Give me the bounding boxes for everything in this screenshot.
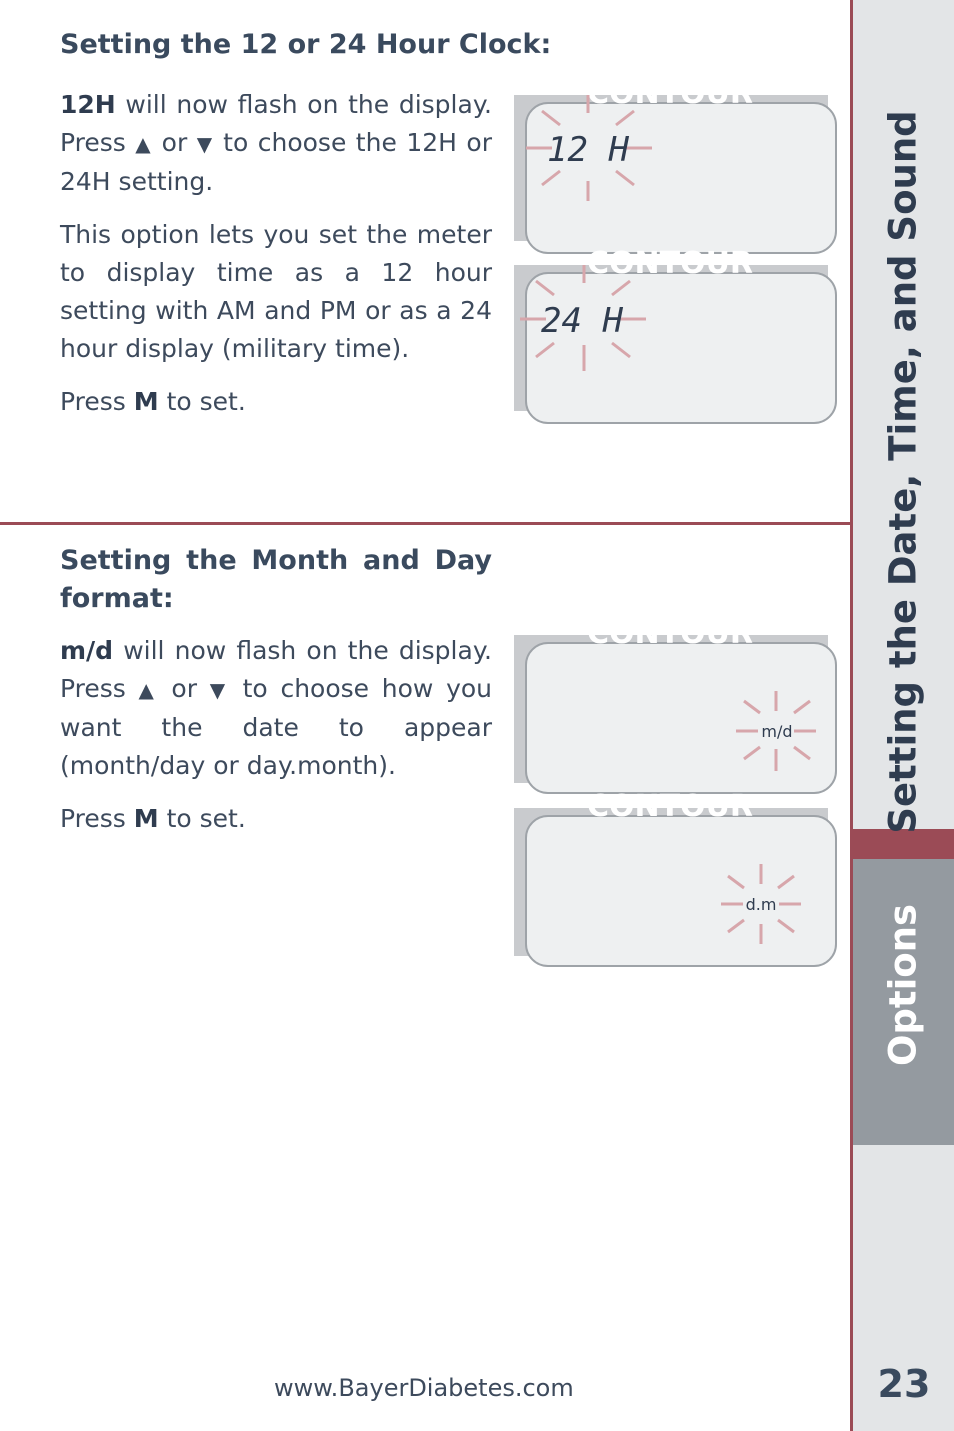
- down-arrow-icon: ▼: [209, 678, 230, 702]
- section-heading-date-format: Setting the Month and Day format:: [60, 545, 492, 614]
- clock-instructions: 12H will now flash on the display. Press ▲ or ▼ to choose the 12H or 24H setting.: [60, 90, 492, 196]
- tab-options-label: Options: [881, 903, 925, 1067]
- section-title-vertical: Setting the Date, Time, and Sound: [881, 110, 925, 834]
- clock-option-description: This option lets you set the meter to display time as a 12 hour setting with AM and PM or as a 24 hour display (military time).: [60, 220, 492, 363]
- lcd-display-dm: [514, 789, 828, 956]
- lcd-md-text: m/d: [761, 722, 793, 741]
- section-heading-clock: Setting the 12 or 24 Hour Clock:: [60, 29, 552, 60]
- lcd-display-12h: [514, 76, 828, 241]
- brand-logo: CONTOUR: [586, 76, 754, 111]
- section-divider: [0, 522, 852, 525]
- brand-logo: CONTOUR: [586, 616, 754, 651]
- sidebar-border: [850, 0, 853, 1431]
- date-press-m: Press M to set.: [60, 804, 246, 833]
- lcd-dm-text: d.m: [745, 895, 777, 914]
- keyword-md: m/d: [60, 636, 114, 665]
- clock-press-m: Press M to set.: [60, 387, 246, 416]
- up-arrow-icon: ▲: [135, 132, 153, 156]
- key-m: M: [133, 804, 159, 833]
- lcd-24h-text: 24 H: [541, 301, 623, 341]
- down-arrow-icon: ▼: [196, 132, 214, 156]
- footer-url: www.BayerDiabetes.com: [274, 1374, 574, 1402]
- lcd-12h-text: 12 H: [547, 130, 629, 170]
- keyword-12h: 12H: [60, 90, 116, 119]
- lcd-display-md: [514, 616, 828, 783]
- up-arrow-icon: ▲: [138, 678, 159, 702]
- brand-logo: CONTOUR: [586, 789, 754, 824]
- key-m: M: [133, 387, 159, 416]
- lcd-display-24h: [514, 246, 828, 411]
- brand-logo: CONTOUR: [586, 246, 754, 281]
- page-number: 23: [877, 1362, 931, 1406]
- date-format-instructions: m/d will now flash on the display. Press ▲ or ▼ to choose how you want the date to appear (month/day or day.month).: [60, 636, 493, 780]
